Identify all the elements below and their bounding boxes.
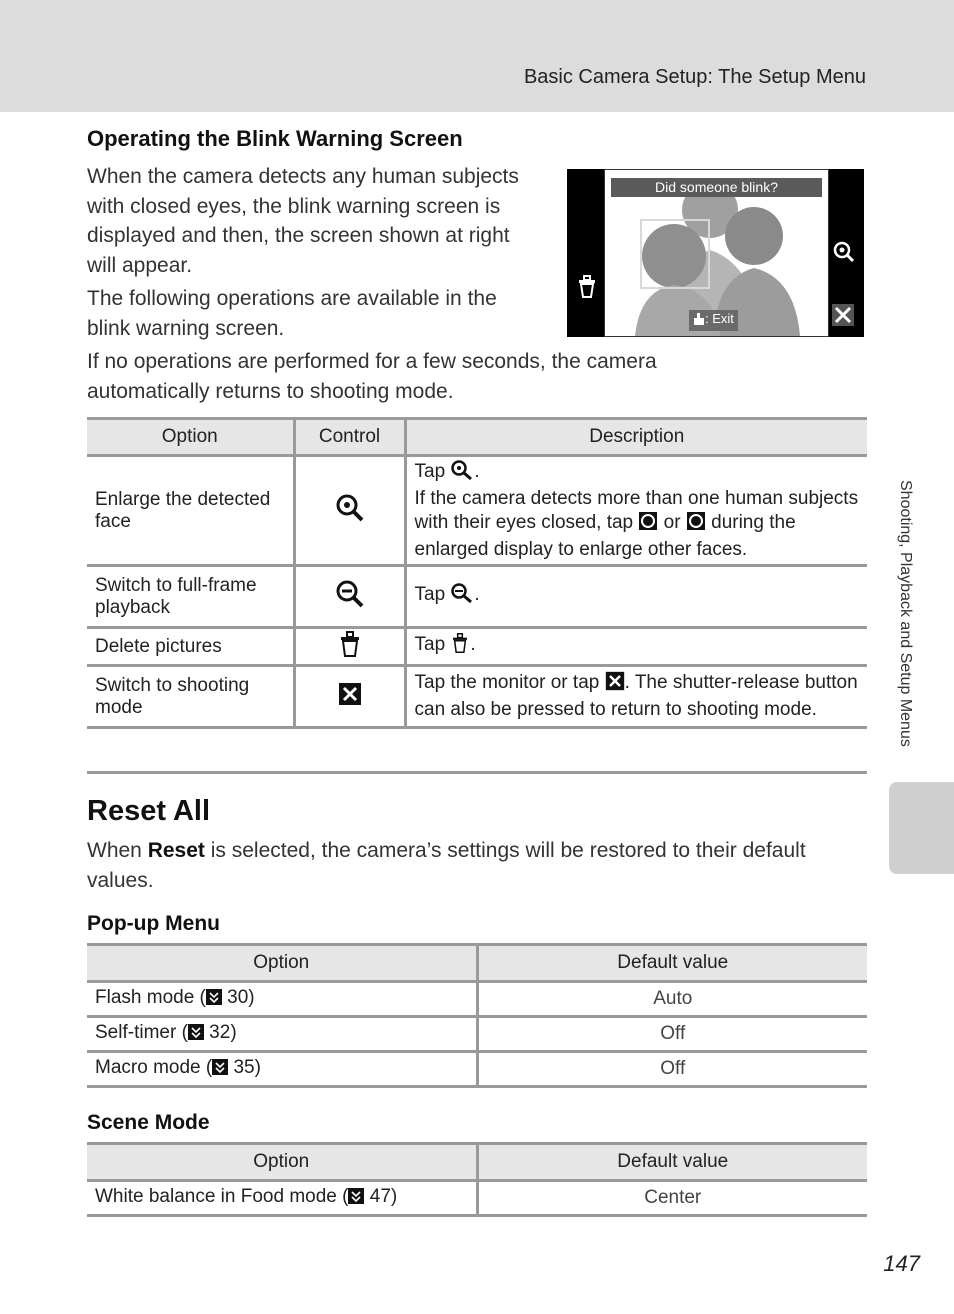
- desc-text: Tap the monitor or tap: [414, 672, 605, 693]
- section-divider: [87, 771, 867, 774]
- table-row: [87, 982, 867, 1017]
- col-control: Control: [294, 419, 405, 456]
- side-tab-label: [894, 480, 922, 790]
- control-cell: [294, 628, 405, 666]
- col-default-value: Default value: [477, 945, 867, 982]
- table-row: [87, 666, 867, 728]
- blink-operations-table: [87, 417, 867, 729]
- option-cell: [87, 1181, 477, 1216]
- option-cell: Switch to shooting mode: [87, 666, 294, 728]
- reset-heading: Reset All: [87, 795, 211, 827]
- description-cell: [405, 666, 867, 728]
- scene-defaults-table: [87, 1142, 867, 1217]
- header-band: [0, 0, 954, 112]
- table-row: [87, 456, 867, 566]
- desc-text: .: [470, 634, 476, 655]
- value-cell: Off: [477, 1017, 867, 1052]
- blink-para-3: If no operations are performed for a few seconds, the camera automatically returns to shooting mode.: [87, 350, 657, 403]
- option-cell: [87, 1017, 477, 1052]
- desc-text: Tap: [414, 634, 451, 655]
- table-row: [87, 628, 867, 666]
- page-ref-icon: [348, 1187, 364, 1211]
- col-description: Description: [405, 419, 867, 456]
- page-ref-icon: [188, 1023, 204, 1047]
- col-default-value: Default value: [477, 1144, 867, 1181]
- zoom-face-icon: [335, 494, 365, 528]
- value-cell: Center: [477, 1181, 867, 1216]
- side-tab-text: Shooting, Playback and Setup Menus: [897, 480, 914, 747]
- desc-text: . The shutter-release button can also be pressed to return to shooting mode.: [414, 672, 858, 720]
- desc-text: .: [474, 460, 480, 482]
- trash-icon: [450, 633, 470, 660]
- table-row: [87, 566, 867, 628]
- zoom-face-icon: [450, 460, 474, 487]
- option-text: Self-timer (: [95, 1021, 188, 1043]
- control-cell: [294, 456, 405, 566]
- zoom-out-icon: [450, 583, 474, 610]
- trash-icon[interactable]: [576, 274, 598, 303]
- reset-para: [87, 836, 847, 895]
- face-left-icon: [638, 511, 658, 538]
- close-x-icon[interactable]: [832, 304, 854, 326]
- desc-text: .: [474, 584, 480, 605]
- option-cell: [87, 1052, 477, 1087]
- side-tab[interactable]: [889, 782, 954, 874]
- reset-para-text: is selected, the camera’s settings will be restored to their default values.: [87, 839, 806, 892]
- close-x-icon: [338, 682, 362, 712]
- page-ref: 47): [364, 1185, 398, 1207]
- col-option: Option: [87, 1144, 477, 1181]
- option-text: Flash mode (: [95, 986, 206, 1008]
- popup-defaults-table: [87, 943, 867, 1088]
- desc-text: during the enlarged display to enlarge other faces.: [414, 511, 796, 560]
- description-cell: [405, 628, 867, 666]
- exit-text: : Exit: [705, 311, 734, 326]
- option-cell: [87, 982, 477, 1017]
- col-option: Option: [87, 419, 294, 456]
- screen-banner: Did someone blink?: [611, 178, 822, 197]
- option-cell: Enlarge the detected face: [87, 456, 294, 566]
- desc-text: Tap: [414, 584, 451, 605]
- close-x-icon: [605, 671, 625, 698]
- scene-heading: Scene Mode: [87, 1111, 210, 1134]
- page-ref-icon: [206, 988, 222, 1012]
- desc-text: If the camera detects more than one human subjects with their eyes closed, tap: [414, 487, 859, 533]
- reset-keyword: Reset: [147, 839, 205, 862]
- zoom-out-icon: [335, 580, 365, 614]
- popup-heading: Pop-up Menu: [87, 912, 220, 935]
- option-text: Macro mode (: [95, 1056, 213, 1078]
- page-number: 147: [883, 1251, 920, 1276]
- exit-label[interactable]: [689, 310, 738, 331]
- value-cell: Off: [477, 1052, 867, 1087]
- col-option: Option: [87, 945, 477, 982]
- page-ref: 35): [228, 1056, 261, 1078]
- description-cell: [405, 566, 867, 628]
- blink-warning-screen: [567, 169, 864, 337]
- page-ref: 30): [221, 986, 255, 1008]
- table-row: [87, 1052, 867, 1087]
- page-ref-icon: [212, 1058, 228, 1082]
- blink-para-1: When the camera detects any human subjects with closed eyes, the blink warning screen is displayed and then, the screen shown at right will appear.: [87, 165, 519, 277]
- desc-text: Tap: [414, 460, 451, 482]
- scene-image: [604, 169, 829, 337]
- page-ref: 32): [203, 1021, 237, 1043]
- value-cell: Auto: [477, 982, 867, 1017]
- table-row: [87, 1017, 867, 1052]
- option-cell: Switch to full-frame playback: [87, 566, 294, 628]
- description-cell: [405, 456, 867, 566]
- hand-tap-icon: [693, 313, 705, 331]
- control-cell: [294, 566, 405, 628]
- blink-para-2: The following operations are available in the blink warning screen.: [87, 287, 497, 340]
- control-cell: [294, 666, 405, 728]
- face-right-icon: [686, 511, 706, 538]
- option-cell: Delete pictures: [87, 628, 294, 666]
- option-text: White balance in Food mode (: [95, 1185, 349, 1207]
- table-row: [87, 1181, 867, 1216]
- desc-text: or: [658, 511, 686, 533]
- trash-icon: [338, 631, 362, 663]
- blink-heading: Operating the Blink Warning Screen: [87, 126, 463, 151]
- header-title: Basic Camera Setup: The Setup Menu: [523, 66, 866, 88]
- zoom-face-icon[interactable]: [833, 241, 855, 268]
- reset-para-text: When: [87, 839, 148, 862]
